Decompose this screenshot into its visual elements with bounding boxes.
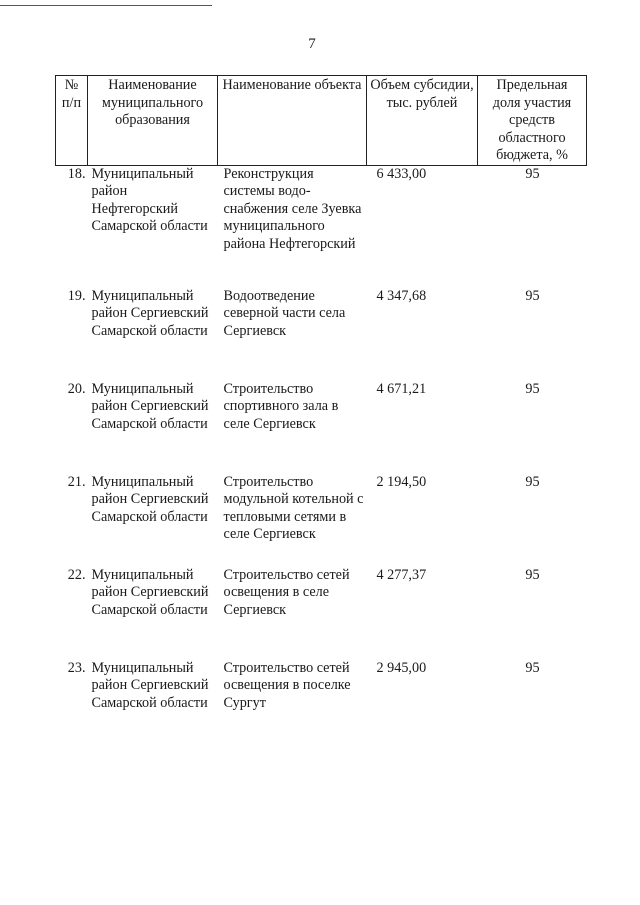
row-municipality: Муниципальный район Сергиевский Самарской области [91, 380, 209, 432]
row-municipality: Муниципальный район Сергиевский Самарской области [91, 659, 209, 711]
row-number: 21. [67, 473, 86, 490]
table-row [56, 474, 587, 567]
subsidy-table [55, 75, 587, 753]
row-object: Водоотведение северной части села Сергиевск [223, 287, 346, 339]
row-subsidy: 4 347,68 [376, 287, 427, 304]
row-number: 18. [67, 165, 86, 182]
table-header-row [56, 76, 587, 166]
header-share: Предельная доля участия средств областного бюджета, % [478, 76, 587, 166]
row-number: 23. [67, 659, 86, 676]
row-subsidy: 4 671,21 [376, 380, 427, 397]
table-row [56, 288, 587, 381]
table-row [56, 660, 587, 753]
header-municipality: Наименование муниципального образования [88, 76, 218, 166]
table-row [56, 567, 587, 660]
row-share: 95 [525, 473, 540, 490]
page-number: 7 [308, 36, 316, 52]
table-row [56, 381, 587, 474]
row-subsidy: 2 945,00 [376, 659, 427, 676]
row-object: Реконструкция системы водо-снабжения селе Зуевка муниципального района Нефтегорский [223, 165, 362, 252]
row-object: Строительство сетей освещения в селе Сергиевск [223, 566, 350, 618]
header-object: Наименование объекта [218, 76, 367, 166]
row-share: 95 [525, 380, 540, 397]
scan-edge-line [0, 5, 212, 6]
row-number: 22. [67, 566, 86, 583]
row-subsidy: 6 433,00 [376, 165, 427, 182]
row-number: 20. [67, 380, 86, 397]
header-number: № п/п [56, 76, 88, 166]
table-row [56, 165, 587, 288]
row-number: 19. [67, 287, 86, 304]
row-share: 95 [525, 165, 540, 182]
row-object: Строительство спортивного зала в селе Сергиевск [223, 380, 339, 432]
row-municipality: Муниципальный район Сергиевский Самарской области [91, 473, 209, 525]
header-subsidy: Объем субсидии, тыс. рублей [367, 76, 478, 166]
row-object: Строительство сетей освещения в поселке Сургут [223, 659, 351, 711]
row-municipality: Муниципальный район Сергиевский Самарской области [91, 566, 209, 618]
row-share: 95 [525, 659, 540, 676]
row-share: 95 [525, 287, 540, 304]
row-municipality: Муниципальный район Нефтегорский Самарской области [91, 165, 208, 234]
row-subsidy: 2 194,50 [376, 473, 427, 490]
row-object: Строительство модульной котельной с тепловыми сетями в селе Сергиевск [223, 473, 364, 542]
row-share: 95 [525, 566, 540, 583]
row-municipality: Муниципальный район Сергиевский Самарской области [91, 287, 209, 339]
row-subsidy: 4 277,37 [376, 566, 427, 583]
